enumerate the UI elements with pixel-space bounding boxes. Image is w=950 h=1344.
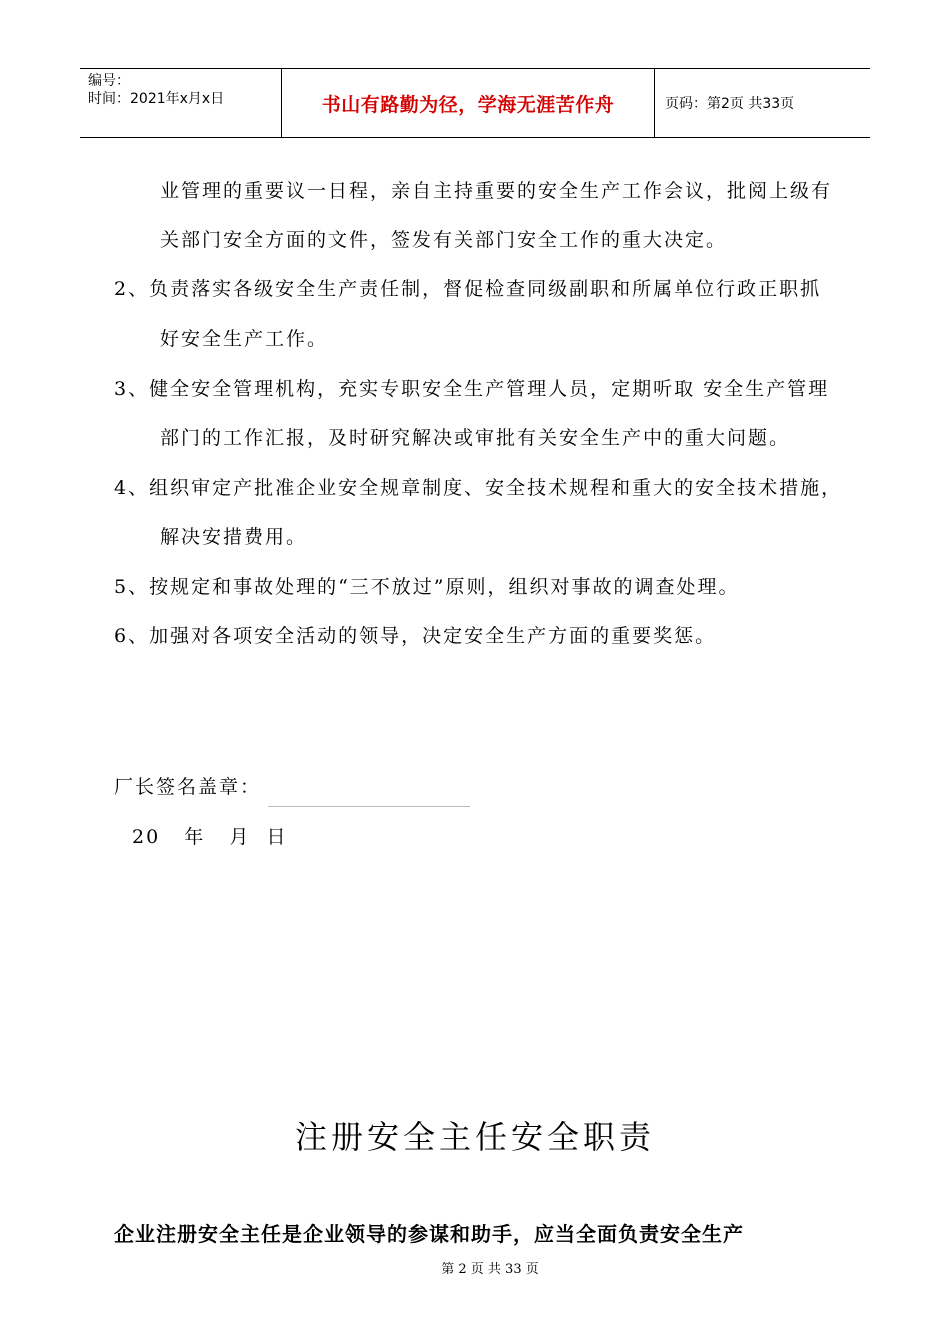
header-page-cell (655, 69, 870, 137)
header-motto-cell (281, 69, 655, 137)
body-line: 解决安措费用。 (160, 526, 308, 548)
document-number-label: 编号： (88, 73, 130, 89)
signature-label: 厂长签名盖章： (114, 776, 262, 798)
body-line: 关部门安全方面的文件，签发有关部门安全工作的重大决定。 (160, 229, 728, 251)
signature-date: 20 年 月 日 (132, 826, 288, 848)
document-date: 时间：2021年x月x日 (88, 91, 225, 107)
body-line: 业管理的重要议一日程，亲自主持重要的安全生产工作会议，批阅上级有 (160, 180, 833, 202)
header-page-number: 页码：第2页 共33页 (665, 96, 795, 112)
body-line: 部门的工作汇报，及时研究解决或审批有关安全生产中的重大问题。 (160, 427, 791, 449)
list-item-6: 6、加强对各项安全活动的领导，决定安全生产方面的重要奖惩。 (114, 625, 717, 647)
header-motto: 书山有路勤为径，学海无涯苦作舟 (321, 93, 615, 116)
signature-line (268, 806, 470, 807)
page-footer: 第 2 页 共 33 页 (441, 1262, 539, 1277)
section-intro: 企业注册安全主任是企业领导的参谋和助手，应当全面负责安全生产 (114, 1222, 744, 1246)
list-item-2: 2、负责落实各级安全生产责任制，督促检查同级副职和所属单位行政正职抓 (114, 278, 822, 300)
list-item-5: 5、按规定和事故处理的“三不放过”原则，组织对事故的调查处理。 (114, 576, 740, 598)
list-item-4: 4、组织审定产批准企业安全规章制度、安全技术规程和重大的安全技术措施， (114, 477, 843, 499)
list-item-3: 3、健全安全管理机构，充实专职安全生产管理人员，定期听取 安全生产管理 (114, 378, 830, 400)
header-meta (80, 69, 281, 137)
section-title: 注册安全主任安全职责 (294, 1118, 655, 1156)
body-line: 好安全生产工作。 (160, 328, 329, 350)
page-header (80, 68, 870, 138)
